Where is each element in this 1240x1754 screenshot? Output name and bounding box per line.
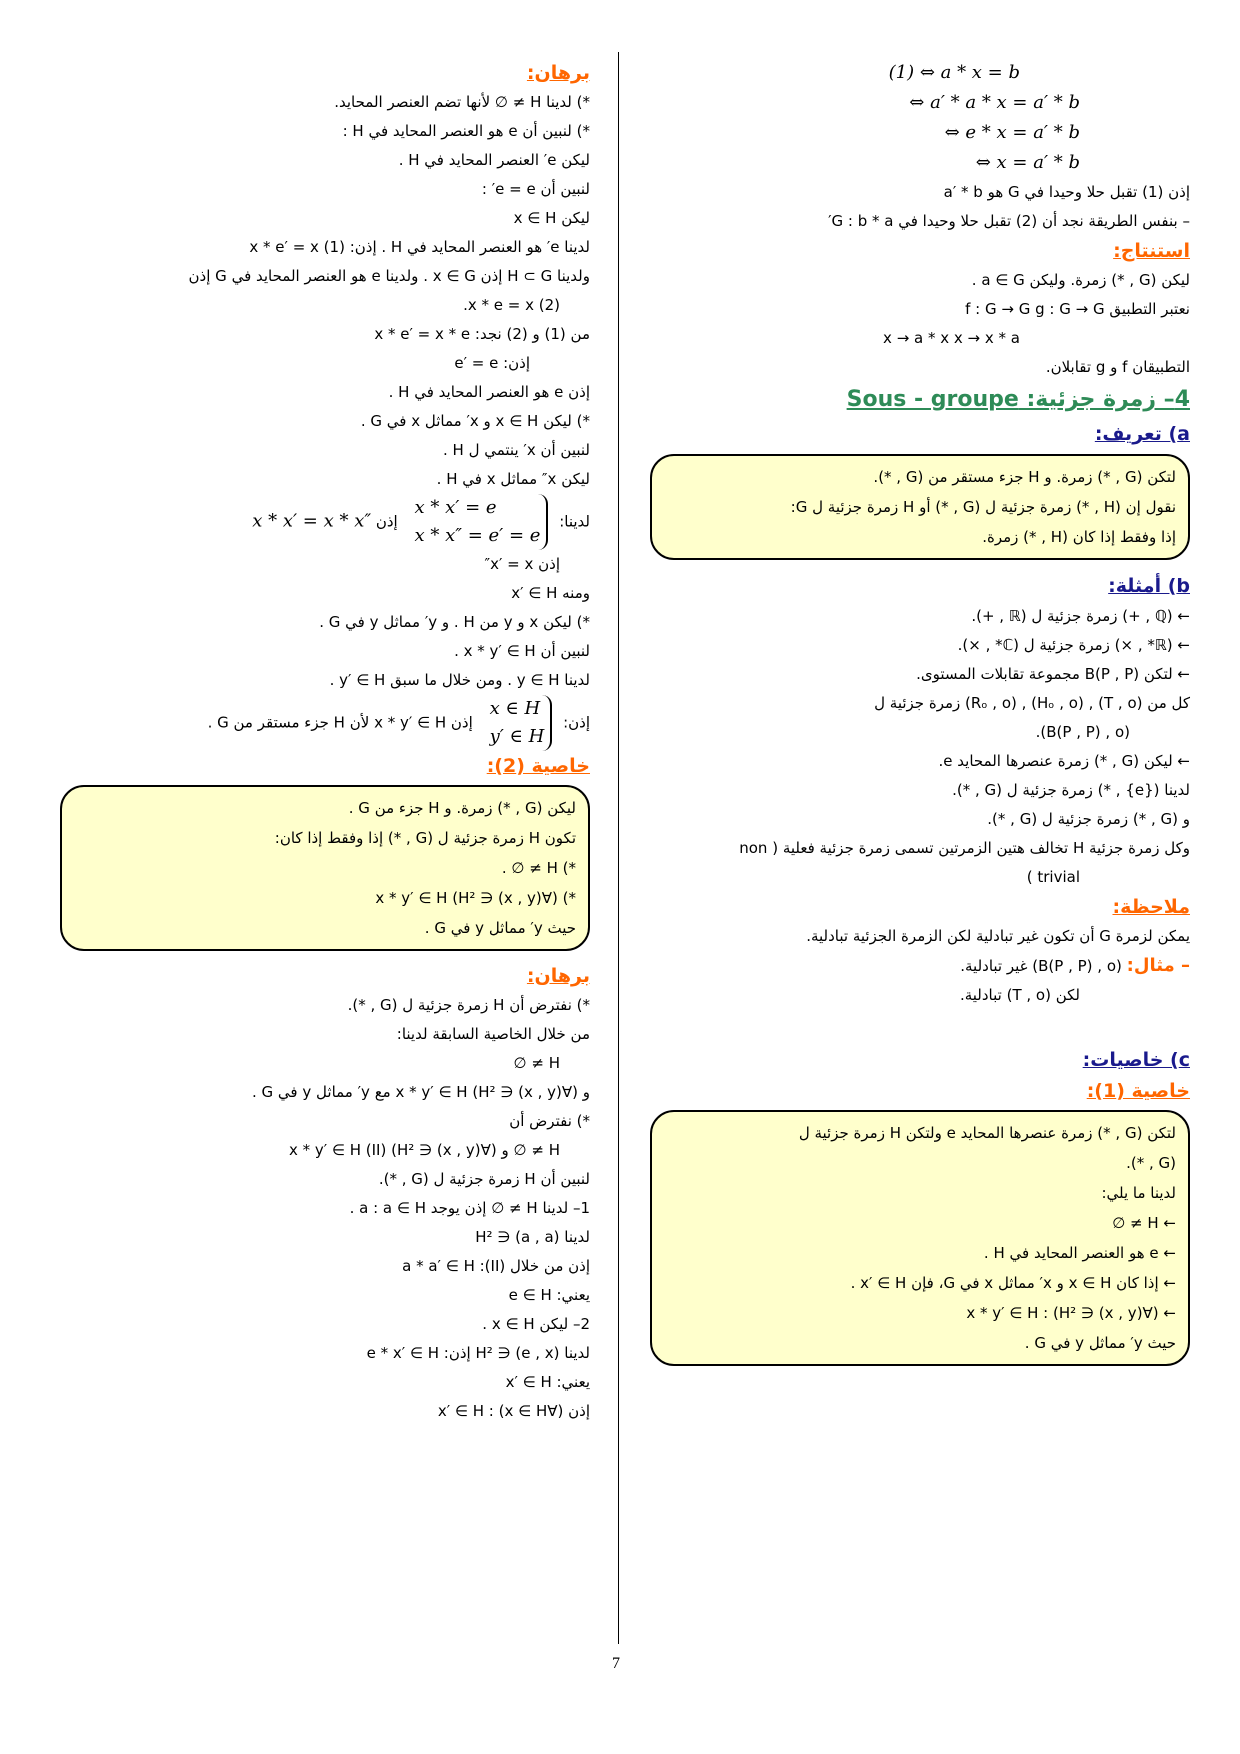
example-line: ← (ℝ* , ×) زمرة جزئية ل (ℂ* , ×). [957, 636, 1190, 654]
property-1-box [650, 1110, 1190, 1366]
proof-line: من خلال الخاصية السابقة لدينا: [396, 1025, 590, 1043]
proof-line: ليكن e′ العنصر المحايد في H . [398, 151, 590, 169]
example-line: trivial ) [1026, 868, 1080, 886]
text-line: حيث y′ مماثل y في G . [424, 919, 576, 937]
example-line: ← لتكن B(P , P) مجموعة تقابلات المستوى. [916, 665, 1190, 683]
proof-line: لنبين أن x′ ينتمي ل H . [442, 441, 590, 459]
proof-line: إذن x′ = x″ [484, 555, 560, 573]
text-line: ← إذا كان x ∈ H و x′ مماثل x في G، فإن x′ ∈ H . [850, 1274, 1176, 1292]
proof-line: ومنه x′ ∈ H [511, 584, 590, 602]
properties-heading: c) خاصيات: [1082, 1049, 1190, 1071]
equation-line: ⇔ a′ * a * x = a′ * b [909, 92, 1080, 113]
proof-line: لنبين أن e = e′ : [481, 180, 590, 198]
text-line: (G , *). [1126, 1154, 1176, 1172]
example-label: – مثال: [1126, 955, 1190, 976]
text-line: نقول إن (H , *) زمرة جزئية ل (G , *) أو H زمرة جزئية ل G: [790, 498, 1176, 516]
proof-2-heading: برهان: [526, 965, 590, 987]
text-line: *) (∀(x , y) ∈ H²) x * y′ ∈ H [375, 889, 576, 907]
text-line: لتكن (G , *) زمرة. و H جزء مستقر من (G , *). [873, 468, 1176, 486]
column-divider [618, 52, 619, 1644]
proof-line: لدينا (a , a) ∈ H² [475, 1228, 590, 1246]
proof-line: لدينا y ∈ H . ومن خلال ما سبق y′ ∈ H . [329, 671, 590, 689]
proof-line: *) لدينا H ≠ ∅ لأنها تضم العنصر المحايد. [334, 93, 590, 111]
property-2-box [60, 785, 590, 951]
proof-line: H ≠ ∅ و (∀(x , y) ∈ H²) x * y′ ∈ H (II) [288, 1141, 560, 1159]
proof-line: إذن: e′ = e [454, 354, 530, 372]
example-line: وكل زمرة جزئية H تخالف هتين الزمرتين تسمى زمرة جزئية فعلية ( non [739, 839, 1190, 857]
equation-line: (1) ⇔ a * x = b [888, 62, 1020, 83]
definition-box [650, 454, 1190, 560]
proof-line: يعني: e ∈ H [508, 1286, 590, 1304]
example-line: لدينا ({e} , *) زمرة جزئية ل (G , *). [952, 781, 1190, 799]
proof-line: ليكن x ∈ H [513, 209, 590, 227]
text-line: ليكن (G , *) زمرة. و H جزء من G . [348, 799, 576, 817]
text-line: التطبيقان f و g تقابلان. [1045, 358, 1190, 376]
equation-line: ⇔ e * x = a′ * b [944, 122, 1080, 143]
right-column [650, 58, 1190, 1376]
text-line: x → a * x x → x * a [883, 329, 1020, 347]
proof-line: إذن e هو العنصر المحايد في H . [388, 383, 590, 401]
proof-line: من (1) و (2) نجد: x * e′ = x * e [374, 325, 590, 343]
proof-line: لدينا (e , x) ∈ H² إذن: e * x′ ∈ H [366, 1344, 590, 1362]
property-1-heading: خاصية (1): [1086, 1080, 1190, 1102]
proof-line: 2– ليكن x ∈ H . [482, 1315, 590, 1333]
text-line: ← e هو العنصر المحايد في H . [983, 1244, 1176, 1262]
text-line: لكن (T , o) تبادلية. [959, 986, 1080, 1004]
proof-line: *) ليكن x ∈ H و x′ مماثل x في G . [360, 412, 590, 430]
proof-line: لدينا e′ هو العنصر المحايد في H . إذن: x * e′ = x (1) [249, 238, 590, 256]
section-heading: 4– زمرة جزئية: Sous - groupe [846, 387, 1190, 412]
proof-heading: برهان: [526, 62, 590, 84]
text-line: حيث y′ مماثل y في G . [1024, 1334, 1176, 1352]
proof-line: x * e = x (2). [463, 296, 560, 314]
proof-line: لنبين أن x * y′ ∈ H . [454, 642, 590, 660]
text-line: يمكن لزمرة G أن تكون غير تبادلية لكن الزمرة الجزئية تبادلية. [806, 927, 1190, 945]
example-line: ← (ℚ , +) زمرة جزئية ل (ℝ , +). [971, 607, 1190, 625]
proof-line: *) ليكن x و y من H . و y′ مماثل y في G . [319, 613, 590, 631]
property-2-heading: خاصية (2): [486, 755, 590, 777]
text-line: نعتبر التطبيق f : G → G g : G → G [965, 300, 1190, 318]
proof-line: إذن (∀x ∈ H) : x′ ∈ H [437, 1402, 590, 1420]
proof-line: *) نفترض أن [509, 1112, 590, 1130]
system-line: لدينا: x * x′ = e x * x″ = e′ = e إذن x * x′ = x * x″ [60, 494, 590, 550]
proof-line: 1– لدينا H ≠ ∅ إذن يوجد a : a ∈ H . [349, 1199, 590, 1217]
text-line: تكون H زمرة جزئية ل (G , *) إذا وفقط إذا كان: [274, 829, 576, 847]
proof-line: إذن من خلال (II): a * a′ ∈ H [402, 1257, 590, 1275]
text-line: *) H ≠ ∅ . [501, 859, 576, 877]
remark-heading: ملاحظة: [1112, 896, 1190, 918]
text-line: – بنفس الطريقة نجد أن (2) تقبل حلا وحيدا في G : b * a′ [828, 212, 1190, 230]
text-line: ليكن (G , *) زمرة. وليكن a ∈ G . [971, 271, 1190, 289]
proof-line: ليكن x″ مماثل x في H . [436, 470, 590, 488]
example-line: و (G , *) زمرة جزئية ل (G , *). [987, 810, 1190, 828]
system-line: إذن: x ∈ H y′ ∈ H إذن x * y′ ∈ H لأن H جزء مستقر من G . [60, 695, 590, 751]
example-line: ← ليكن (G , *) زمرة عنصرها المحايد e. [938, 752, 1190, 770]
text-line: – مثال: (B(P , P) , o) غير تبادلية. [960, 955, 1190, 976]
proof-line: يعني: x′ ∈ H [505, 1373, 590, 1391]
proof-line: لنبين أن H زمرة جزئية ل (G , *). [378, 1170, 590, 1188]
proof-line: ولدينا H ⊂ G إذن x ∈ G . ولدينا e هو العنصر المحايد في G إذن [188, 267, 590, 285]
definition-heading: a) تعريف: [1094, 423, 1190, 445]
page-number: 7 [612, 1655, 620, 1672]
proof-line: و (∀(x , y) ∈ H²) x * y′ ∈ H مع y′ مماثل y في G . [251, 1083, 590, 1101]
left-column [60, 58, 590, 1426]
text-line: إذن (1) تقبل حلا وحيدا في G هو a′ * b [943, 183, 1190, 201]
example-line: كل من (T , o) , (Hₒ , o) , (Rₒ , o) زمرة جزئية ل [874, 694, 1190, 712]
text-line: ← H ≠ ∅ [1112, 1214, 1176, 1232]
proof-line: H ≠ ∅ [513, 1054, 560, 1072]
proof-line: *) نفترض أن H زمرة جزئية ل (G , *). [347, 996, 590, 1014]
text-line: إذا وفقط إذا كان (H , *) زمرة. [982, 528, 1176, 546]
proof-line: *) لنبين أن e هو العنصر المحايد في H : [342, 122, 590, 140]
text-line: ← (∀(x , y) ∈ H²) : x * y′ ∈ H [966, 1304, 1176, 1322]
example-line: (B(P , P) , o). [1035, 723, 1130, 741]
conclusion-heading: استنتاج: [1113, 240, 1190, 262]
equation-line: ⇔ x = a′ * b [975, 152, 1080, 173]
text-line: لتكن (G , *) زمرة عنصرها المحايد e ولتكن H زمرة جزئية ل [798, 1124, 1176, 1142]
examples-heading: b) أمثلة: [1108, 575, 1190, 597]
text-line: لدينا ما يلي: [1101, 1184, 1176, 1202]
